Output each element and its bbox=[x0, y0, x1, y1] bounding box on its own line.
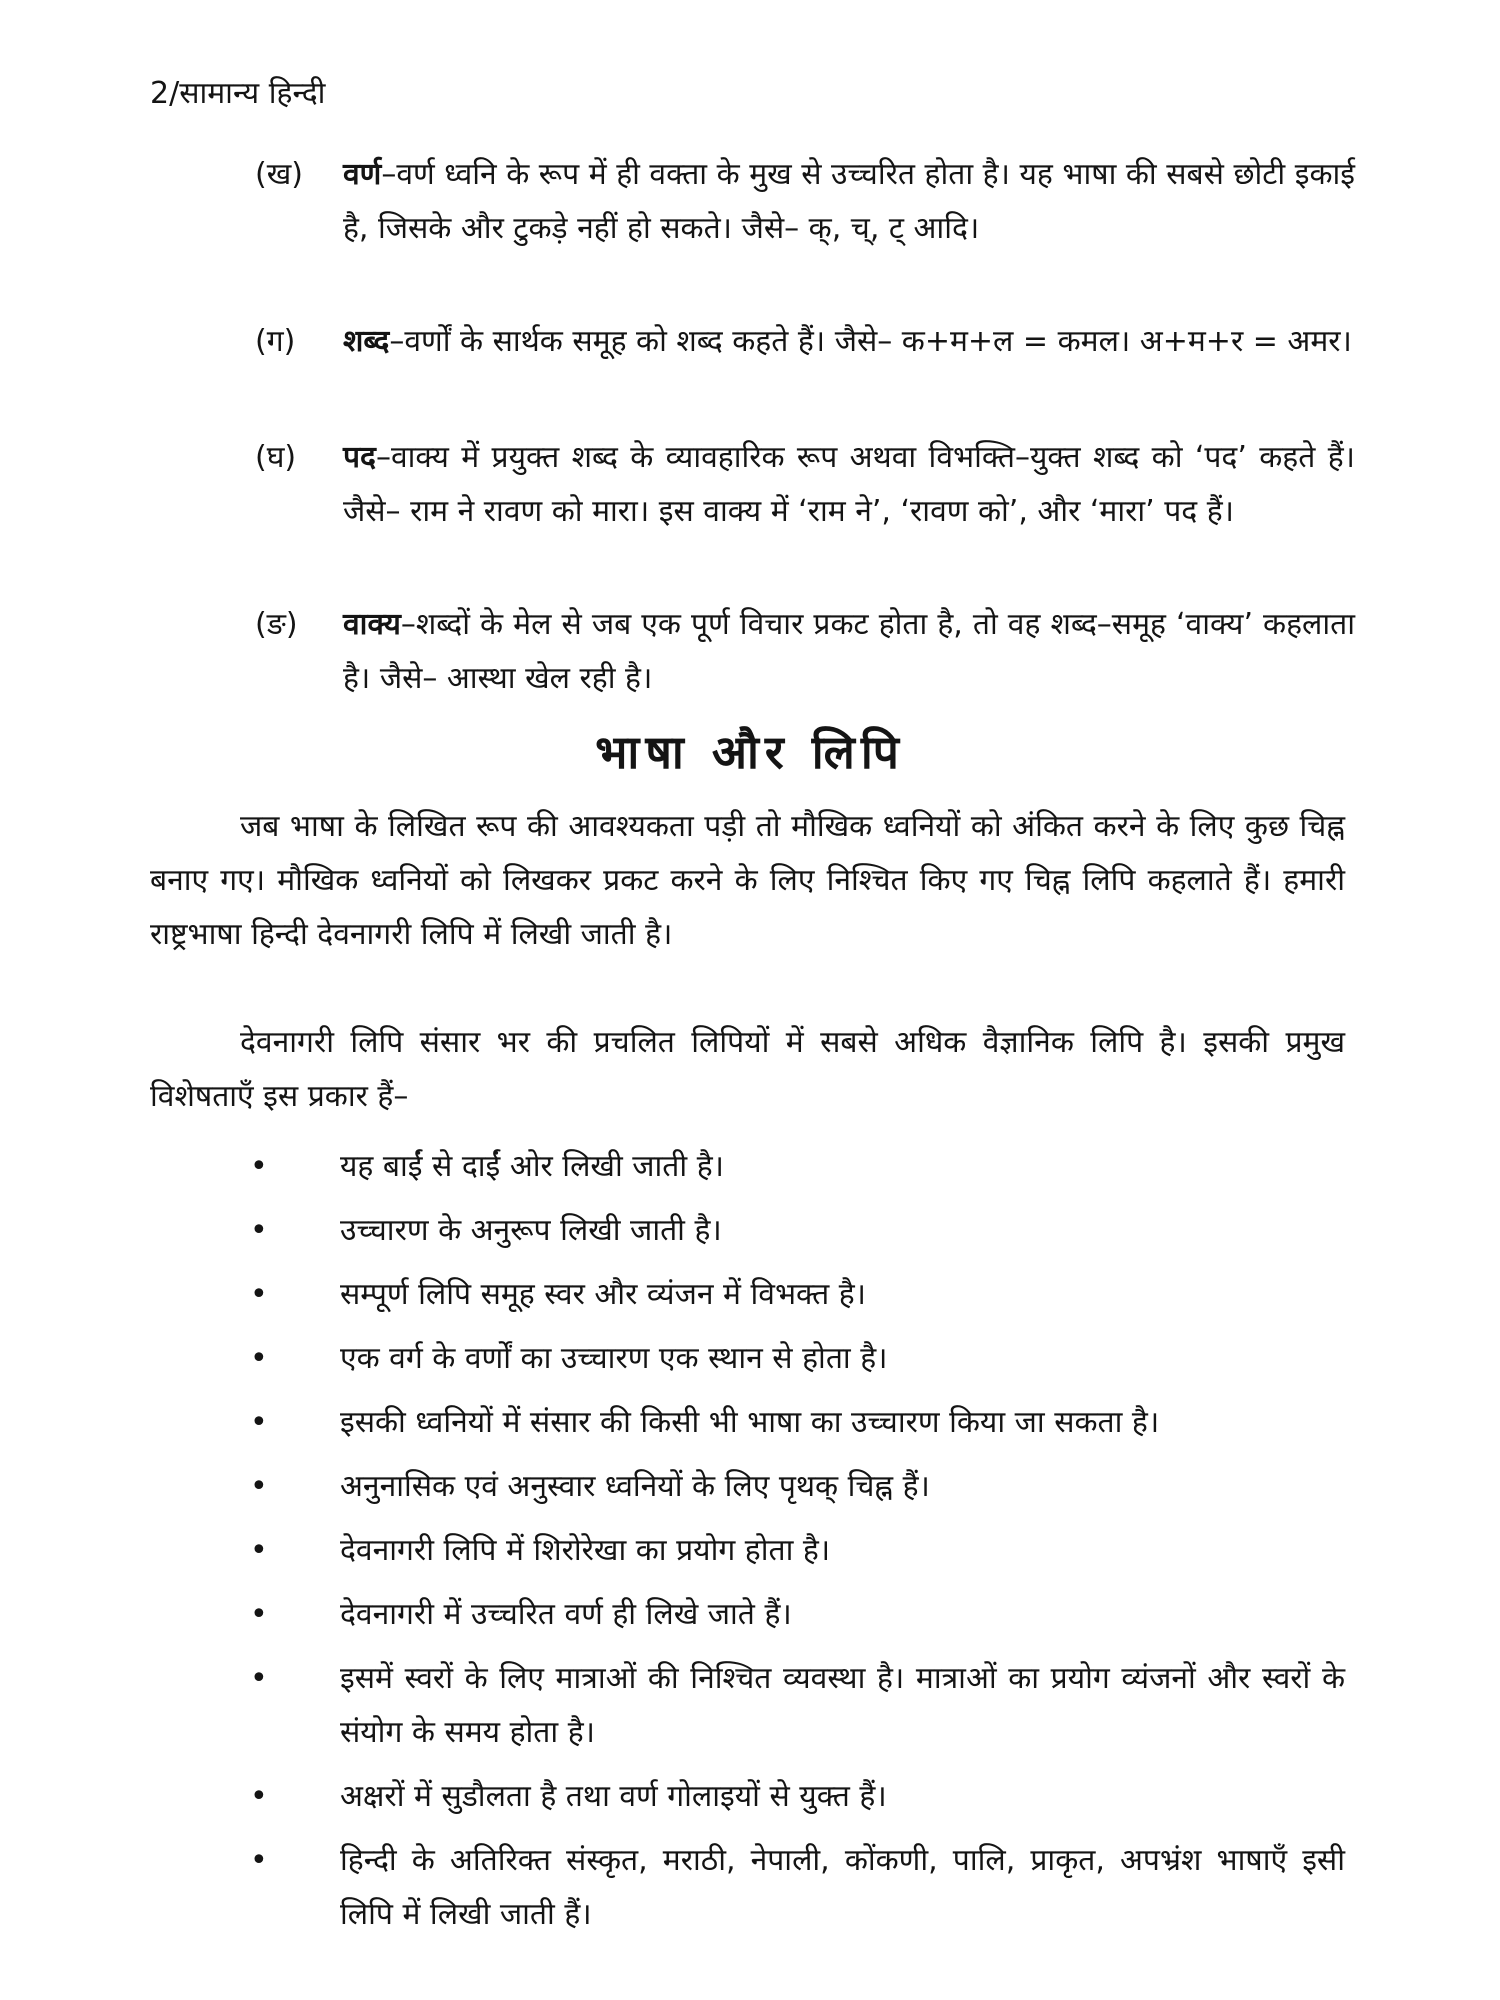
list-item: • एक वर्ग के वर्णों का उच्चारण एक स्थान से होता है। bbox=[250, 1332, 1345, 1386]
bullet-icon: • bbox=[250, 1277, 268, 1312]
definition-text: –वाक्य में प्रयुक्त शब्द के व्यावहारिक रूप अथवा विभक्ति–युक्त शब्द को ‘पद’ कहते हैं। जैसे– राम ने रावण को मारा। इस वाक्य में ‘राम ने’, ‘रावण को’, और ‘मारा’ पद हैं। bbox=[343, 440, 1355, 529]
list-item: • सम्पूर्ण लिपि समूह स्वर और व्यंजन में विभक्त है। bbox=[250, 1268, 1345, 1322]
definition-term: वर्ण bbox=[343, 157, 382, 192]
bullet-icon: • bbox=[250, 1213, 268, 1248]
bullet-icon: • bbox=[250, 1469, 268, 1504]
definition-item-vakya bbox=[255, 598, 1355, 706]
list-item: • यह बाईं से दाईं ओर लिखी जाती है। bbox=[250, 1140, 1345, 1194]
bullet-icon: • bbox=[250, 1843, 268, 1878]
definition-marker: (घ) bbox=[255, 440, 297, 475]
definition-text: –वर्णों के सार्थक समूह को शब्द कहते हैं। जैसे– क+म+ल = कमल। अ+म+र = अमर। bbox=[389, 324, 1352, 359]
list-item: • इसमें स्वरों के लिए मात्राओं की निश्चित व्यवस्था है। मात्राओं का प्रयोग व्यंजनों और स्वरों के संयोग के समय होता है। bbox=[250, 1652, 1345, 1760]
bullet-icon: • bbox=[250, 1661, 268, 1696]
definition-item-pad bbox=[255, 431, 1355, 539]
definition-text: –वर्ण ध्वनि के रूप में ही वक्ता के मुख से उच्चरित होता है। यह भाषा की सबसे छोटी इकाई है, जिसके और टुकड़े नहीं हो सकते। जैसे– क्, च्, ट् आदि। bbox=[343, 157, 1355, 246]
list-item: • इसकी ध्वनियों में संसार की किसी भी भाषा का उच्चारण किया जा सकता है। bbox=[250, 1396, 1345, 1450]
definition-marker: (ङ) bbox=[255, 607, 298, 642]
definition-marker: (ग) bbox=[255, 324, 296, 359]
definition-item-shabd bbox=[255, 315, 1355, 369]
definition-text: –शब्दों के मेल से जब एक पूर्ण विचार प्रकट होता है, तो वह शब्द–समूह ‘वाक्य’ कहलाता है। जैसे– आस्था खेल रही है। bbox=[343, 607, 1355, 696]
bullet-icon: • bbox=[250, 1597, 268, 1632]
list-item: • अनुनासिक एवं अनुस्वार ध्वनियों के लिए पृथक् चिह्न हैं। bbox=[250, 1460, 1345, 1514]
paragraph-features-intro: देवनागरी लिपि संसार भर की प्रचलित लिपियों में सबसे अधिक वैज्ञानिक लिपि है। इसकी प्रमुख विशेषताएँ इस प्रकार हैं– bbox=[150, 1025, 1345, 1114]
list-item: • उच्चारण के अनुरूप लिखी जाती है। bbox=[250, 1204, 1345, 1258]
list-item: • अक्षरों में सुडौलता है तथा वर्ण गोलाइयों से युक्त हैं। bbox=[250, 1770, 1345, 1824]
features-list bbox=[250, 1140, 1345, 1952]
definition-marker: (ख) bbox=[255, 157, 303, 192]
bullet-icon: • bbox=[250, 1779, 268, 1814]
bullet-icon: • bbox=[250, 1149, 268, 1184]
bullet-icon: • bbox=[250, 1405, 268, 1440]
page-header: 2/सामान्य हिन्दी bbox=[150, 76, 326, 111]
list-item: • हिन्दी के अतिरिक्त संस्कृत, मराठी, नेपाली, कोंकणी, पालि, प्राकृत, अपभ्रंश भाषाएँ इसी लिपि में लिखी जाती हैं। bbox=[250, 1834, 1345, 1942]
definition-term: शब्द bbox=[343, 324, 390, 359]
section-title: भाषा और लिपि bbox=[595, 725, 905, 779]
bullet-icon: • bbox=[250, 1533, 268, 1568]
definition-term: वाक्य bbox=[343, 607, 401, 642]
definition-term: पद bbox=[343, 440, 376, 475]
list-item: • देवनागरी में उच्चरित वर्ण ही लिखे जाते हैं। bbox=[250, 1588, 1345, 1642]
bullet-icon: • bbox=[250, 1341, 268, 1376]
definition-item-varn bbox=[255, 148, 1355, 256]
paragraph-intro: जब भाषा के लिखित रूप की आवश्यकता पड़ी तो मौखिक ध्वनियों को अंकित करने के लिए कुछ चिह्न बनाए गए। मौखिक ध्वनियों को लिखकर प्रकट करने के लिए निश्चित किए गए चिह्न लिपि कहलाते हैं। हमारी राष्ट्रभाषा हिन्दी देवनागरी लिपि में लिखी जाती है। bbox=[150, 809, 1345, 952]
list-item: • देवनागरी लिपि में शिरोरेखा का प्रयोग होता है। bbox=[250, 1524, 1345, 1578]
